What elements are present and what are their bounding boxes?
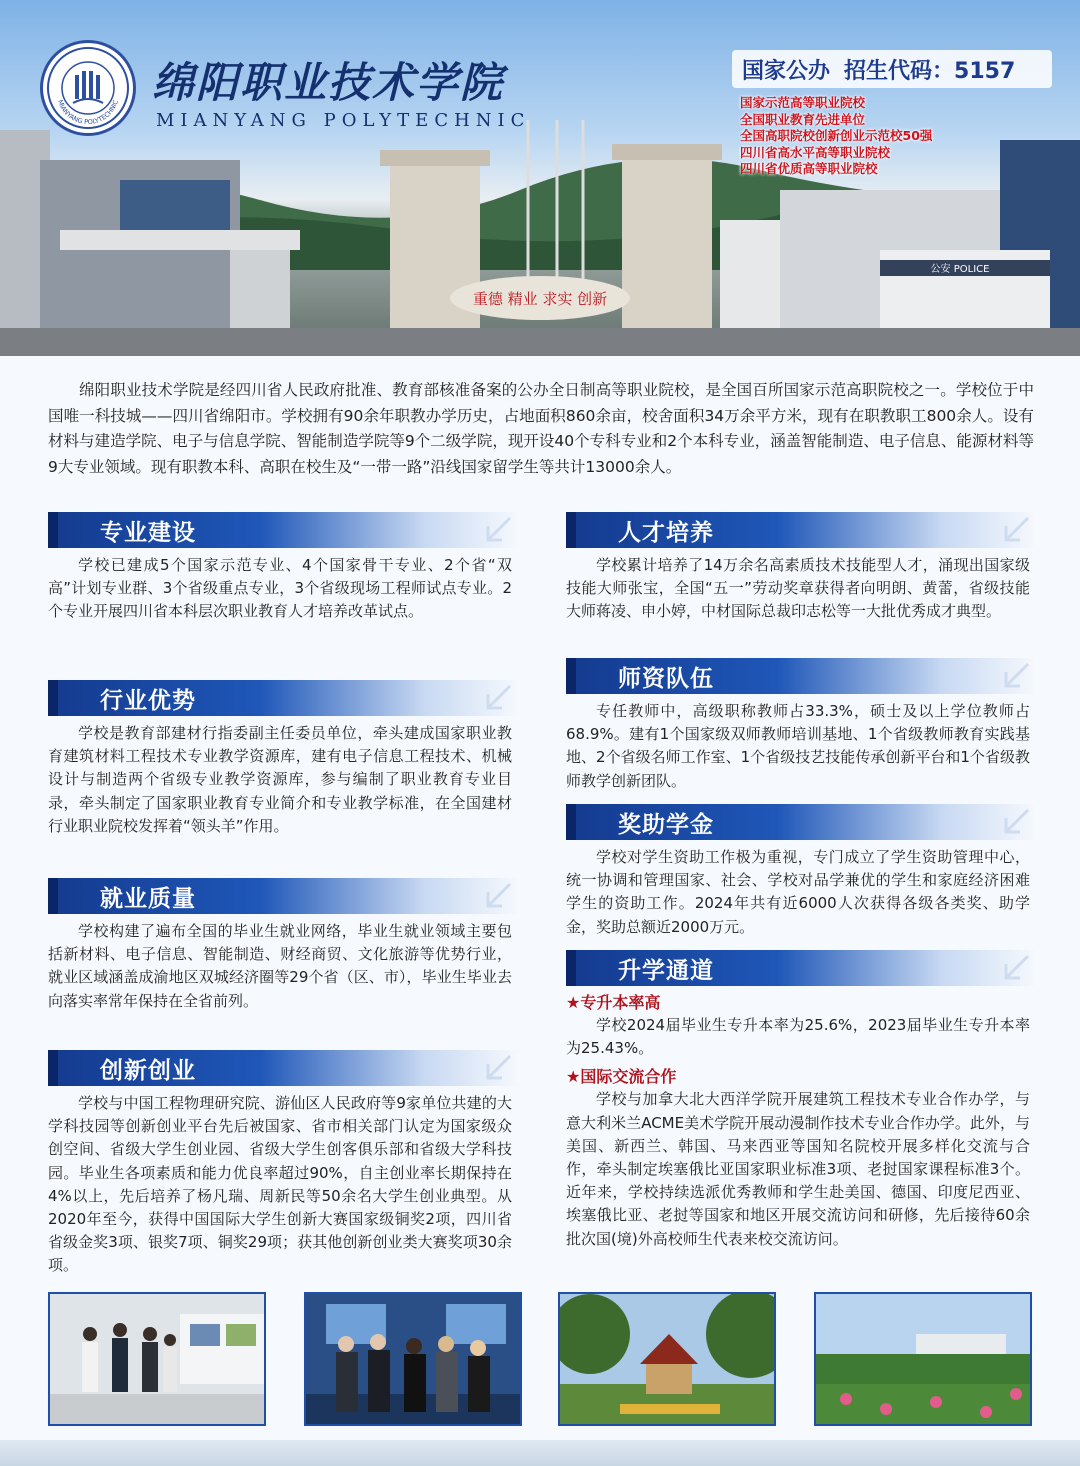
section-header	[566, 950, 1036, 986]
photo-delegation-visit	[304, 1292, 522, 1426]
school-seal	[40, 40, 136, 136]
arrow-down-left-icon	[998, 950, 1034, 986]
section-innovation	[48, 1050, 518, 1278]
arrow-down-left-icon	[480, 1050, 516, 1086]
photo-exhibition-visit	[48, 1292, 266, 1426]
section-title: 升学通道	[618, 958, 714, 984]
subsection-body: 学校2024届毕业生专升本率为25.6%，2023届毕业生专升本率为25.43%。	[566, 1016, 1030, 1058]
section-title: 就业质量	[100, 886, 196, 912]
section-body: 学校与中国工程物理研究院、游仙区人民政府等9家单位共建的大学科技园等创新创业平台先后被国家、省市相关部门认定为国家级众创空间、省级大学生创业园、省级大学生创客俱乐部和省级大学科技园。毕业生各项素质和能力优良率超过90%，自主创业率长期保持在4%以上，先后培养了杨凡瑞、周新民等50余名大学生创业典型。从2020年至今，获得中国国际大学生创新大赛国家级铜奖2项，四川省省级金奖3项、银奖7项、铜奖29项；获其他创新创业类大赛奖项30余项。	[48, 1094, 512, 1275]
intro-paragraph: 绵阳职业技术学院是经四川省人民政府批准、教育部核准备案的公办全日制高等职业院校，是全国百所国家示范高职院校之一。学校位于中国唯一科技城——四川省绵阳市。学校拥有90余年职教办学历史，占地面积860余亩，校舍面积34万余平方米，现有在职教职工800余人。设有材料与建造学院、电子与信息学院、智能制造学院等9个二级学院，现开设40个专科专业和2个本科专业，涵盖智能制造、电子信息、能源材料等9大专业领域。现有职教本科、高职在校生及“一带一路”沿线国家留学生等共计13000余人。	[48, 381, 1034, 476]
school-logo-block	[40, 40, 531, 140]
section-header	[48, 1050, 518, 1086]
seal-text: MIANYANG POLYTECHNIC	[55, 98, 120, 127]
honor-item: 国家示范高等职业院校	[740, 95, 866, 110]
section-body: 学校对学生资助工作极为重视，专门成立了学生资助管理中心，统一协调和管理国家、社会、学校对品学兼优的学生和家庭经济困难学生的资助工作。2024年共有近6000人次获得各级各类奖、助学金，奖助总额近2000万元。	[566, 848, 1030, 936]
section-major-building	[48, 512, 518, 666]
section-header	[48, 878, 518, 914]
section-header	[48, 680, 518, 716]
section-title: 人才培养	[618, 520, 714, 546]
honor-item: 全国高职院校创新创业示范校50强	[740, 128, 933, 143]
bottom-band	[0, 1440, 1080, 1466]
section-body: 学校累计培养了14万余名高素质技术技能型人才，涌现出国家级技能大师张宝，全国“五一”劳动奖章获得者向明朗、黄蕾，省级技能大师蒋凌、申小婷，中材国际总裁印志松等一大批优秀成才典型。	[566, 556, 1030, 621]
pavilion-photo-illustration	[560, 1294, 776, 1426]
honors-list	[740, 95, 932, 178]
exhibition-photo-illustration	[50, 1294, 266, 1426]
section-industry-advantage	[48, 680, 518, 862]
section-header	[566, 512, 1036, 548]
arrow-down-left-icon	[998, 804, 1034, 840]
recruit-info	[732, 50, 1052, 88]
police-label: 公安 POLICE	[930, 264, 990, 275]
section-title: 创新创业	[100, 1058, 196, 1084]
subsection-body: 学校与加拿大北大西洋学院开展建筑工程技术专业合作办学，与意大利米兰ACME美术学院开展动漫制作技术专业合作办学。此外，与美国、新西兰、韩国、马来西亚等国知名院校开展多样化交流与合作，牵头制定埃塞俄比亚国家职业标准3项、老挝国家课程标准3个。近年来，学校持续选派优秀教师和学生赴美国、德国、印度尼西亚、埃塞俄比亚、老挝等国家和地区开展交流访问和研修，先后接待60余批次国(境)外高校师生代表来校交流访问。	[566, 1090, 1030, 1248]
section-header	[566, 804, 1036, 840]
section-talent	[566, 512, 1036, 654]
subsection-title: ★国际交流合作	[566, 1067, 677, 1087]
school-name-en: MIANYANG POLYTECHNIC	[156, 110, 531, 131]
arrow-down-left-icon	[480, 878, 516, 914]
photo-lotus-pond	[814, 1292, 1032, 1426]
recruit-code-label: 招生代码：	[844, 58, 955, 84]
section-header	[48, 512, 518, 548]
honor-item: 全国职业教育先进单位	[740, 111, 866, 127]
section-body: 学校构建了遍布全国的毕业生就业网络，毕业生就业领域主要包括新材料、电子信息、智能制造、财经商贸、文化旅游等优势行业，就业区域涵盖成渝地区双城经济圈等29个省（区、市），毕业生毕业去向落实率常年保持在全省前列。	[48, 922, 512, 1010]
seal-emblem-icon	[45, 45, 131, 131]
arrow-down-left-icon	[998, 512, 1034, 548]
section-body: 学校是教育部建材行指委副主任委员单位，牵头建成国家职业教育建筑材料工程技术专业教学资源库，建有电子信息工程技术、机械设计与制造两个省级专业教学资源库，参与编制了职业教育专业目录，牵头制定了国家职业教育专业简介和专业教学标准，在全国建材行业职业院校发挥着“领头羊”作用。	[48, 724, 512, 835]
arrow-down-left-icon	[480, 680, 516, 716]
section-title: 行业优势	[100, 688, 196, 714]
lotus-photo-illustration	[816, 1294, 1032, 1426]
section-employment	[48, 878, 518, 1038]
delegation-photo-illustration	[306, 1294, 522, 1426]
right-column	[566, 512, 1036, 1251]
recruit-code: 5157	[954, 58, 1016, 84]
photo-strip	[48, 1292, 1034, 1426]
header-banner	[0, 0, 1080, 356]
section-body: 学校已建成5个国家示范专业、4个国家骨干专业、2个省“双高”计划专业群、3个省级重点专业，3个省级现场工程师试点专业。2个专业开展四川省本科层次职业教育人才培养改革试点。	[48, 556, 512, 621]
section-scholarship	[566, 804, 1036, 946]
recruit-type: 国家公办	[742, 58, 831, 84]
section-title: 奖助学金	[618, 812, 714, 838]
section-header	[566, 658, 1036, 694]
section-title: 师资队伍	[618, 666, 714, 692]
arrow-down-left-icon	[480, 512, 516, 548]
section-title: 专业建设	[100, 520, 196, 546]
recruit-code-label-wrap	[844, 54, 1015, 85]
subsection-title: ★专升本率高	[566, 993, 661, 1012]
section-faculty	[566, 658, 1036, 800]
honor-item: 四川省高水平高等职业院校	[740, 144, 891, 160]
left-column	[48, 512, 518, 1278]
honor-item: 四川省优质高等职业院校	[740, 161, 878, 176]
motto-text: 重德 精业 求实 创新	[472, 290, 608, 308]
section-pathway	[566, 950, 1036, 1251]
arrow-down-left-icon	[998, 658, 1034, 694]
section-body: 专任教师中，高级职称教师占33.3%，硕士及以上学位教师占68.9%。建有1个国家级双师教师培训基地、1个省级教师教育实践基地、2个省级名师工作室、1个省级技艺技能传承创新平台和1个省级教师教学创新团队。	[566, 702, 1030, 790]
photo-pavilion	[558, 1292, 776, 1426]
school-name-cn: 绵阳职业技术学院	[152, 58, 505, 107]
